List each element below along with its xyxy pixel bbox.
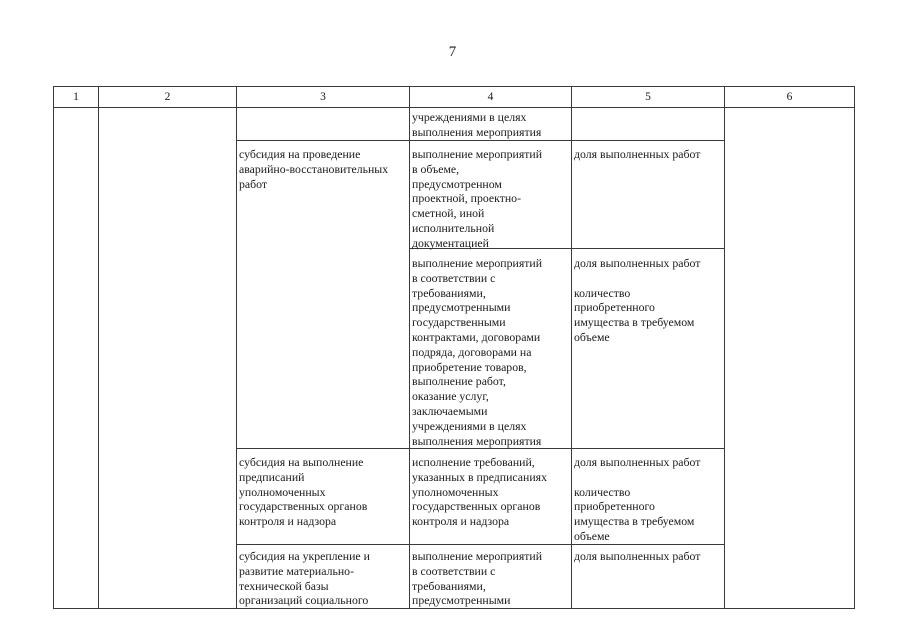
header-divider: [53, 107, 855, 108]
column-divider-1-2: [98, 86, 99, 609]
column-divider-2-3: [236, 86, 237, 609]
row-2-indicator-cell: выполнение мероприятий в объеме, предусмотренном проектной, проектно- сметной, иной исполнительной документацией: [412, 147, 543, 250]
column-header-3: 3: [320, 91, 326, 103]
row-divider-1-col4-5: [409, 140, 725, 141]
row-5-result-cell: доля выполненных работ: [574, 549, 701, 563]
column-divider-5-6: [724, 86, 725, 609]
row-5-subsidy-cell: субсидия на укрепление и развитие материально- технической базы организаций социального: [239, 549, 370, 608]
column-header-4: 4: [487, 91, 494, 103]
table-border-left: [53, 86, 54, 609]
column-header-6: 6: [786, 91, 793, 103]
column-divider-3-4: [409, 86, 410, 609]
row-5-indicator-cell: выполнение мероприятий в соответствии с требованиями, предусмотренными: [412, 549, 543, 608]
row-4-subsidy-cell: субсидия на выполнение предписаний уполномоченных государственных органов контроля и надзора: [239, 455, 368, 529]
row-2-subsidy-cell: субсидия на проведение аварийно-восстановительных работ: [239, 147, 389, 191]
column-header-5: 5: [645, 91, 651, 103]
table-border-right: [854, 86, 855, 609]
column-divider-4-5: [571, 86, 572, 609]
column-header-2: 2: [164, 91, 171, 103]
column-header-1: 1: [73, 91, 79, 103]
table-border-top: [53, 86, 855, 87]
row-divider-1-col3: [236, 140, 410, 141]
row-3-result-cell: доля выполненных работ количество приобретенного имущества в требуемом объеме: [574, 256, 701, 344]
row-1-indicator-cell: учреждениями в целях выполнения мероприятия: [412, 110, 542, 139]
document-table: [53, 86, 855, 609]
page-number: 7: [448, 44, 457, 60]
row-4-result-cell: доля выполненных работ количество приобретенного имущества в требуемом объеме: [574, 455, 701, 543]
row-4-indicator-cell: исполнение требований, указанных в предписаниях уполномоченных государственных органов контроля и надзора: [412, 455, 547, 529]
row-3-indicator-cell: выполнение мероприятий в соответствии с требованиями, предусмотренными государственными контрактами, договорами подряда, договорами на приобретение товаров, выполнение работ, оказание услуг, заключаемыми учреждениями в целях выполнения мероприятия: [412, 256, 543, 448]
row-divider-4: [236, 544, 725, 545]
row-2-result-cell: доля выполненных работ: [574, 147, 701, 161]
